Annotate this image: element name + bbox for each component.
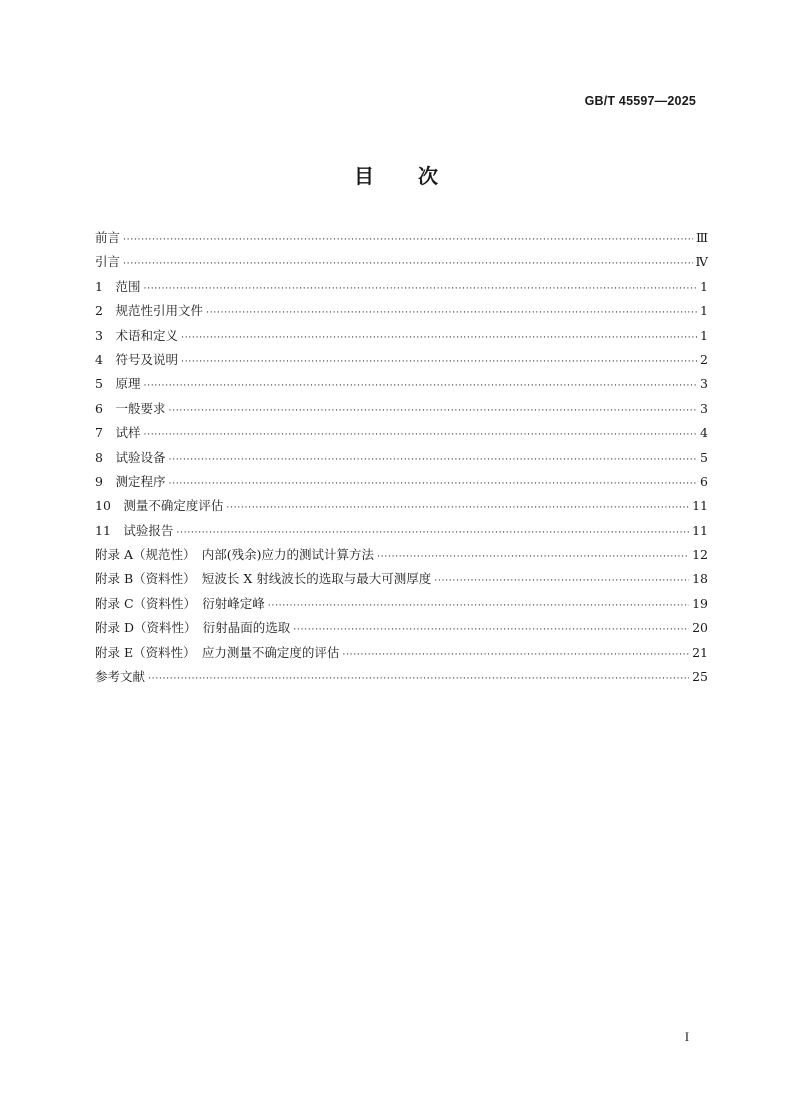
toc-entry-annex-c[interactable] — [95, 592, 708, 616]
toc-entry-label: 6 一般要求 — [95, 400, 166, 416]
toc-leader-dots — [226, 494, 689, 518]
toc-entry-label: 9 测定程序 — [95, 473, 166, 489]
toc-entry-label: 附录 C（资料性） 衍射峰定峰 — [95, 595, 265, 611]
toc-entry-label: 1 范围 — [95, 278, 141, 294]
toc-leader-dots — [181, 324, 697, 348]
toc-entry-terms-definitions[interactable] — [95, 324, 708, 348]
toc-entry-label: 引言 — [95, 254, 121, 270]
toc-entry-label: 附录 B（资料性） 短波长 X 射线波长的选取与最大可测厚度 — [95, 571, 432, 587]
toc-entry-page: 2 — [700, 351, 708, 367]
toc-entry-label: 7 试样 — [95, 425, 141, 441]
toc-entry-page: 6 — [700, 473, 708, 489]
title-char-1: 目 — [354, 164, 374, 188]
toc-entry-page: 1 — [700, 303, 708, 319]
toc-leader-dots — [168, 446, 697, 470]
toc-entry-label: 8 试验设备 — [95, 449, 166, 465]
toc-leader-dots — [143, 372, 697, 396]
toc-leader-dots — [377, 543, 689, 567]
toc-entry-page: 18 — [692, 571, 708, 587]
toc-leader-dots — [168, 470, 697, 494]
toc-entry-scope[interactable] — [95, 275, 708, 299]
table-of-contents — [95, 226, 708, 689]
page-number: I — [684, 1030, 689, 1044]
toc-entry-label: 2 规范性引用文件 — [95, 303, 203, 319]
toc-entry-label: 3 术语和定义 — [95, 327, 178, 343]
toc-leader-dots — [123, 250, 692, 274]
toc-entry-test-equipment[interactable] — [95, 446, 708, 470]
toc-leader-dots — [342, 641, 689, 665]
toc-entry-general-requirements[interactable] — [95, 397, 708, 421]
toc-entry-annex-e[interactable] — [95, 641, 708, 665]
toc-entry-bibliography[interactable] — [95, 665, 708, 689]
toc-entry-label: 附录 A（规范性） 内部(残余)应力的测试计算方法 — [95, 547, 375, 563]
toc-entry-page: 5 — [700, 449, 708, 465]
toc-entry-label: 11 试验报告 — [95, 522, 174, 538]
standard-number: GB/T 45597—2025 — [584, 94, 696, 108]
toc-entry-procedure[interactable] — [95, 470, 708, 494]
toc-leader-dots — [434, 567, 689, 591]
toc-leader-dots — [293, 616, 689, 640]
toc-entry-specimen[interactable] — [95, 421, 708, 445]
toc-entry-page: 1 — [700, 327, 708, 343]
toc-entry-annex-a[interactable] — [95, 543, 708, 567]
toc-entry-page: Ⅲ — [695, 230, 708, 245]
toc-entry-test-report[interactable] — [95, 519, 708, 543]
toc-entry-label: 10 测量不确定度评估 — [95, 498, 224, 514]
toc-entry-label: 前言 — [95, 230, 121, 245]
toc-leader-dots — [268, 592, 689, 616]
toc-entry-page: 11 — [692, 522, 708, 538]
toc-entry-principle[interactable] — [95, 372, 708, 396]
toc-entry-label: 附录 D（资料性） 衍射晶面的选取 — [95, 620, 291, 636]
toc-leader-dots — [123, 226, 693, 250]
toc-leader-dots — [176, 519, 689, 543]
toc-entry-introduction[interactable] — [95, 250, 708, 274]
toc-entry-page: 11 — [692, 498, 708, 514]
toc-entry-page: Ⅳ — [695, 254, 708, 270]
toc-entry-page: 20 — [692, 620, 708, 636]
toc-entry-page: 4 — [700, 425, 708, 441]
toc-entry-label: 附录 E（资料性） 应力测量不确定度的评估 — [95, 644, 340, 660]
toc-leader-dots — [206, 299, 697, 323]
page-title — [0, 160, 792, 189]
toc-entry-page: 3 — [700, 400, 708, 416]
toc-entry-annex-b[interactable] — [95, 567, 708, 591]
toc-entry-foreword[interactable] — [95, 226, 708, 250]
toc-leader-dots — [143, 421, 697, 445]
toc-entry-page: 25 — [692, 669, 708, 685]
toc-leader-dots — [168, 397, 697, 421]
title-char-2: 次 — [418, 164, 438, 188]
toc-entry-page: 3 — [700, 376, 708, 392]
toc-entry-symbols[interactable] — [95, 348, 708, 372]
toc-entry-page: 12 — [692, 547, 708, 563]
toc-entry-normative-references[interactable] — [95, 299, 708, 323]
toc-entry-page: 1 — [700, 278, 708, 294]
toc-leader-dots — [143, 275, 697, 299]
toc-entry-page: 21 — [692, 644, 708, 660]
toc-entry-label: 4 符号及说明 — [95, 351, 178, 367]
toc-entry-label: 参考文献 — [95, 669, 146, 685]
toc-entry-uncertainty[interactable] — [95, 494, 708, 518]
toc-leader-dots — [181, 348, 697, 372]
toc-leader-dots — [148, 665, 689, 689]
toc-entry-page: 19 — [692, 595, 708, 611]
toc-entry-label: 5 原理 — [95, 376, 141, 392]
toc-entry-annex-d[interactable] — [95, 616, 708, 640]
